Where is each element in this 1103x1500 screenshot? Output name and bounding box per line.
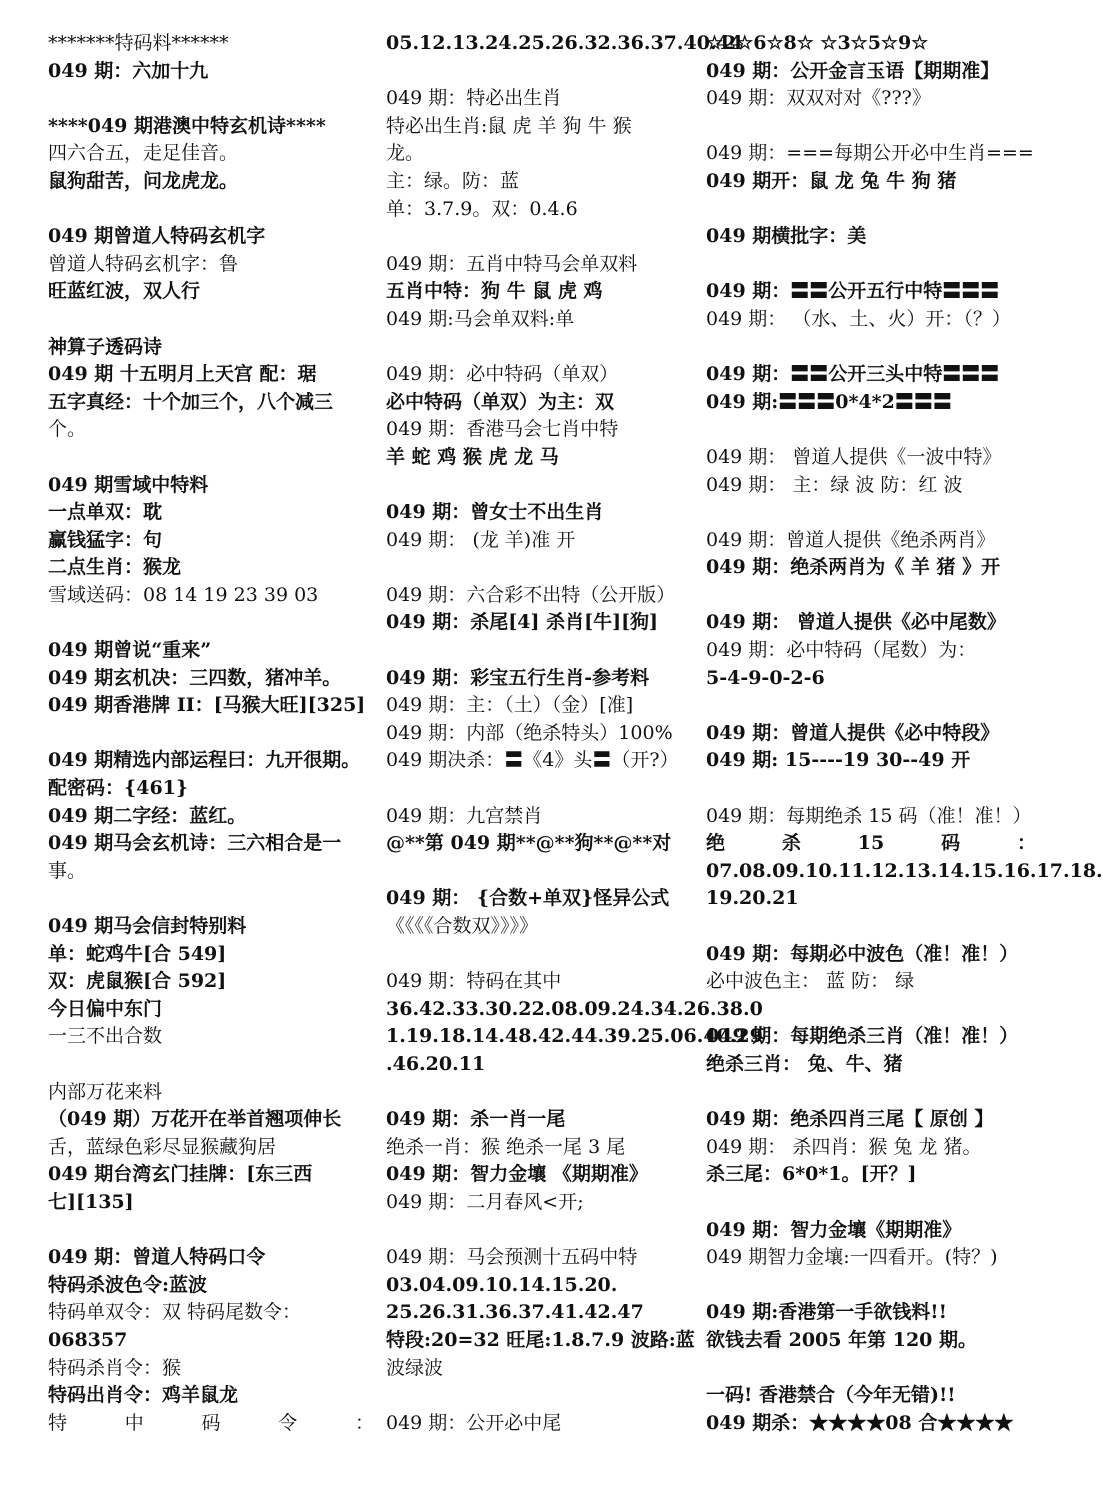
text-line: 049 期:〓〓〓0*4*2〓〓〓 (706, 390, 952, 413)
spacer (386, 1079, 698, 1107)
spacer (48, 720, 374, 748)
text-line: 特码杀波色令:蓝波 (48, 1273, 208, 1296)
text-line: 049 期：智力金壤《期期准》 (706, 1218, 962, 1241)
spacer (48, 85, 374, 113)
text-line: 049 期：智力金壤 《期期准》 (386, 1163, 648, 1186)
text-line: 必中波色主： 蓝 防： 绿 (706, 970, 915, 993)
spacer (386, 223, 698, 251)
text-line: 五肖中特：狗 牛 鼠 虎 鸡 (386, 280, 603, 303)
text-line: 049 期：必中特码（单双） (386, 363, 619, 386)
text-line: 049 期：五肖中特马会单双料 (386, 252, 638, 275)
text-line: 049 期精选内部运程曰：九开很期。 (48, 749, 361, 772)
spacer (48, 444, 374, 472)
text-line: 羊 蛇 鸡 猴 虎 龙 马 (386, 445, 559, 468)
text-line: 049 期： 曾道人提供《必中尾数》 (706, 611, 1006, 634)
text-line: 一点单双：耽 (48, 501, 163, 524)
text-line: 主：绿。防：蓝 (386, 169, 520, 192)
text-line: 049 期马会玄机诗：三六相合是一 (48, 832, 342, 855)
text-line: 049 期决杀：〓《4》头〓（开?） (386, 749, 679, 772)
text-line: 049 期：主：（土）（金）[准] (386, 694, 634, 717)
text-line: 波绿波 (386, 1356, 444, 1379)
column-right (706, 30, 1103, 1437)
text-line: 049 期：〓〓公开五行中特〓〓〓 (706, 280, 1000, 303)
text-line: 049 期： {合数+单双}怪异公式 (386, 887, 670, 910)
text-line: 特段:20=32 旺尾:1.8.7.9 波路:蓝 (386, 1328, 695, 1351)
text-line: 049 期：双双对对《???》 (706, 87, 931, 110)
text-line: 049 期：曾女士不出生肖 (386, 501, 604, 524)
text-line: ****049 期港澳中特玄机诗**** (48, 114, 326, 137)
spacer (706, 996, 1036, 1024)
spacer (386, 1217, 698, 1245)
text-line: 049 期：曾道人提供《绝杀两肖》 (706, 528, 996, 551)
spacer (386, 941, 698, 969)
text-line: 内部万花来料 (48, 1080, 163, 1103)
text-line: 049 期：二月春风<开; (386, 1190, 584, 1213)
spacer (706, 775, 1036, 803)
text-line: 049 期：特码在其中 (386, 970, 562, 993)
spacer (386, 472, 698, 500)
text-line: 雪域送码：08 14 19 23 39 03 (48, 583, 319, 606)
spacer (706, 1272, 1036, 1300)
text-line: 5-4-9-0-2-6 (706, 666, 825, 689)
text-line: 杀三尾：6*0*1。[开？] (706, 1163, 917, 1186)
text-line: 绝杀三肖： 兔、牛、猪 (706, 1052, 903, 1075)
text-line: 特必出生肖:鼠 虎 羊 狗 牛 猴 (386, 114, 632, 137)
text-line: 个。 (48, 418, 87, 441)
text-line: 049 期：杀尾[4] 杀肖[牛][狗] (386, 611, 659, 634)
text-line: 049 期：内部（绝杀特头）100% (386, 721, 673, 744)
spacer (706, 1189, 1036, 1217)
spacer (48, 196, 374, 224)
text-line: 特码杀肖令：猴 (48, 1356, 182, 1379)
text-line: 1.19.18.14.48.42.44.39.25.06.40.29 (386, 1025, 763, 1048)
spacer (386, 58, 698, 86)
text-line: 049 期二字经：蓝红。 (48, 804, 247, 827)
spacer (706, 913, 1036, 941)
text-line: 049 期： 主：绿 波 防：红 波 (706, 473, 963, 496)
text-line: 049 期： 曾道人提供《一波中特》 (706, 445, 1002, 468)
text-line: 049 期：曾道人特码口令 (48, 1246, 266, 1269)
text-line: 神算子透码诗 (48, 335, 163, 358)
text-line: 049 期：曾道人提供《必中特段》 (706, 721, 1000, 744)
text-line: 绝杀一肖：猴 绝杀一尾 3 尾 (386, 1135, 626, 1158)
text-line: 049 期曾道人特码玄机字 (48, 225, 266, 248)
text-line: *******特码料****** (48, 32, 229, 54)
spacer (386, 858, 698, 886)
text-line: 25.26.31.36.37.41.42.47 (386, 1301, 644, 1324)
text-line: 二点生肖：猴龙 (48, 556, 182, 579)
spacer (706, 692, 1036, 720)
text-line: 《《《《合数双》》》》 (386, 915, 539, 937)
text-line: 049 期曾说“重来” (48, 639, 212, 662)
text-line: ☆2☆6☆8☆ ☆3☆5☆9☆ (706, 32, 929, 54)
text-line: 05.12.13.24.25.26.32.36.37.40.44 (386, 32, 743, 54)
text-line: 19.20.21 (706, 887, 799, 910)
text-line: 七][135] (48, 1190, 134, 1213)
text-line: 049 期台湾玄门挂牌：[东三西 (48, 1163, 313, 1186)
text-line: 赢钱猛字：句 (48, 528, 163, 551)
text-line: 049 期横批字：美 (706, 225, 867, 248)
text-line: 03.04.09.10.14.15.20. (386, 1273, 618, 1296)
text-line: 049 期：马会预测十五码中特 (386, 1246, 638, 1269)
text-line: 特码出肖令：鸡羊鼠龙 (48, 1384, 239, 1407)
spacer (706, 113, 1036, 141)
text-line: 049 期：每期绝杀三肖（准！准！） (706, 1025, 1019, 1048)
text-line: 一码! 香港禁合（今年无错)!! (706, 1384, 956, 1407)
spacer (48, 1217, 374, 1245)
spacer (386, 775, 698, 803)
text-line: 旺蓝红波，双人行 (48, 280, 201, 303)
text-line: 曾道人特码玄机字：鲁 (48, 252, 239, 275)
text-line: 049 期：九宫禁肖 (386, 804, 543, 827)
text-line: 鼠狗甜苦，问龙虎龙。 (48, 169, 239, 192)
text-line: 特 中 码 令 ： (48, 1411, 374, 1434)
text-line: 必中特码（单双）为主：双 (386, 390, 615, 413)
text-line: 049 期：彩宝五行生肖-参考料 (386, 666, 650, 689)
text-line: @**第 049 期**@**狗**@**对 (386, 832, 672, 855)
text-line: 049 期：公开金言玉语【期期准】 (706, 59, 1000, 82)
spacer (706, 334, 1036, 362)
text-line: 四六合五，走足佳音。 (48, 142, 239, 165)
text-line: 龙。 (386, 142, 425, 165)
text-line: 049 期：杀一肖一尾 (386, 1108, 566, 1131)
text-line: 舌，蓝绿色彩尽显猴藏狗居 (48, 1135, 277, 1158)
text-line: 049 期：每期必中波色（准！准！） (706, 942, 1019, 965)
spacer (386, 637, 698, 665)
spacer (48, 609, 374, 637)
text-line: 049 期智力金壤:一四看开。(特？) (706, 1246, 998, 1269)
text-line: 一三不出合数 (48, 1025, 163, 1048)
spacer (706, 416, 1036, 444)
text-line: 049 期：每期绝杀 15 码（准！准！） (706, 804, 1032, 827)
text-line: 今日偏中东门 (48, 997, 163, 1020)
text-line: （049 期）万花开在举首翘项伸长 (48, 1108, 342, 1131)
spacer (706, 251, 1036, 279)
text-line: 049 期：〓〓公开三头中特〓〓〓 (706, 363, 1000, 386)
text-line: 049 期：必中特码（尾数）为： (706, 639, 977, 662)
text-line: 单：3.7.9。双：0.4.6 (386, 197, 578, 220)
spacer (386, 334, 698, 362)
text-line: 049 期杀：★★★★08 合★★★★ (706, 1411, 1014, 1434)
spacer (48, 306, 374, 334)
text-line: 欲钱去看 2005 年第 120 期。 (706, 1328, 978, 1351)
text-line: 049 期：绝杀两肖为《 羊 猪 》开 (706, 556, 1001, 579)
text-line: 049 期：香港马会七肖中特 (386, 418, 619, 441)
spacer (386, 1382, 698, 1410)
spacer (48, 1051, 374, 1079)
spacer (386, 554, 698, 582)
text-line: 049 期 十五明月上天宫 配：琚 (48, 363, 317, 386)
text-line: 049 期： （水、土、火）开：（？） (706, 307, 1011, 330)
text-line: 绝 杀 15 码 ： (706, 832, 1036, 855)
spacer (706, 1355, 1036, 1383)
text-line: 特码单双令：双 特码尾数令： (48, 1301, 302, 1324)
text-line: 049 期香港牌 II：[马猴大旺][325] (48, 694, 366, 717)
text-line: 五字真经：十个加三个，八个减三 (48, 390, 334, 413)
text-line: 049 期:马会单双料:单 (386, 307, 575, 330)
spacer (706, 196, 1036, 224)
text-line: 049 期: 15----19 30--49 开 (706, 749, 971, 772)
text-line: 049 期马会信封特别料 (48, 915, 247, 937)
text-line: 049 期：六加十九 (48, 59, 209, 82)
text-line: .46.20.11 (386, 1052, 486, 1075)
text-line: 049 期：===每期公开必中生肖=== (706, 142, 1034, 165)
spacer (48, 885, 374, 913)
text-line: 36.42.33.30.22.08.09.24.34.26.38.0 (386, 997, 763, 1020)
spacer (706, 582, 1036, 610)
text-line: 单：蛇鸡牛[合 549] (48, 942, 227, 965)
text-line: 049 期：特必出生肖 (386, 87, 562, 110)
text-line: 双：虎鼠猴[合 592] (48, 970, 227, 993)
text-line: 07.08.09.10.11.12.13.14.15.16.17.18. (706, 859, 1103, 882)
spacer (706, 499, 1036, 527)
text-line: 049 期： (龙 羊)准 开 (386, 528, 576, 551)
text-line: 068357 (48, 1328, 128, 1351)
text-line: 049 期雪域中特料 (48, 473, 209, 496)
text-line: 049 期玄机决：三四数，猪冲羊。 (48, 666, 342, 689)
text-line: 049 期开：鼠 龙 兔 牛 狗 猪 (706, 169, 957, 192)
text-line: 049 期： 杀四肖：猴 兔 龙 猪。 (706, 1135, 982, 1158)
text-line: 049 期：绝杀四肖三尾【 原创 】 (706, 1108, 994, 1131)
text-line: 事。 (48, 859, 87, 882)
spacer (706, 1079, 1036, 1107)
column-left (48, 30, 374, 1437)
text-line: 049 期:香港第一手欲钱料!! (706, 1301, 947, 1324)
text-line: 配密码：{461} (48, 777, 189, 800)
text-line: 049 期：公开必中尾 (386, 1411, 562, 1434)
text-line: 049 期：六合彩不出特（公开版） (386, 583, 676, 606)
